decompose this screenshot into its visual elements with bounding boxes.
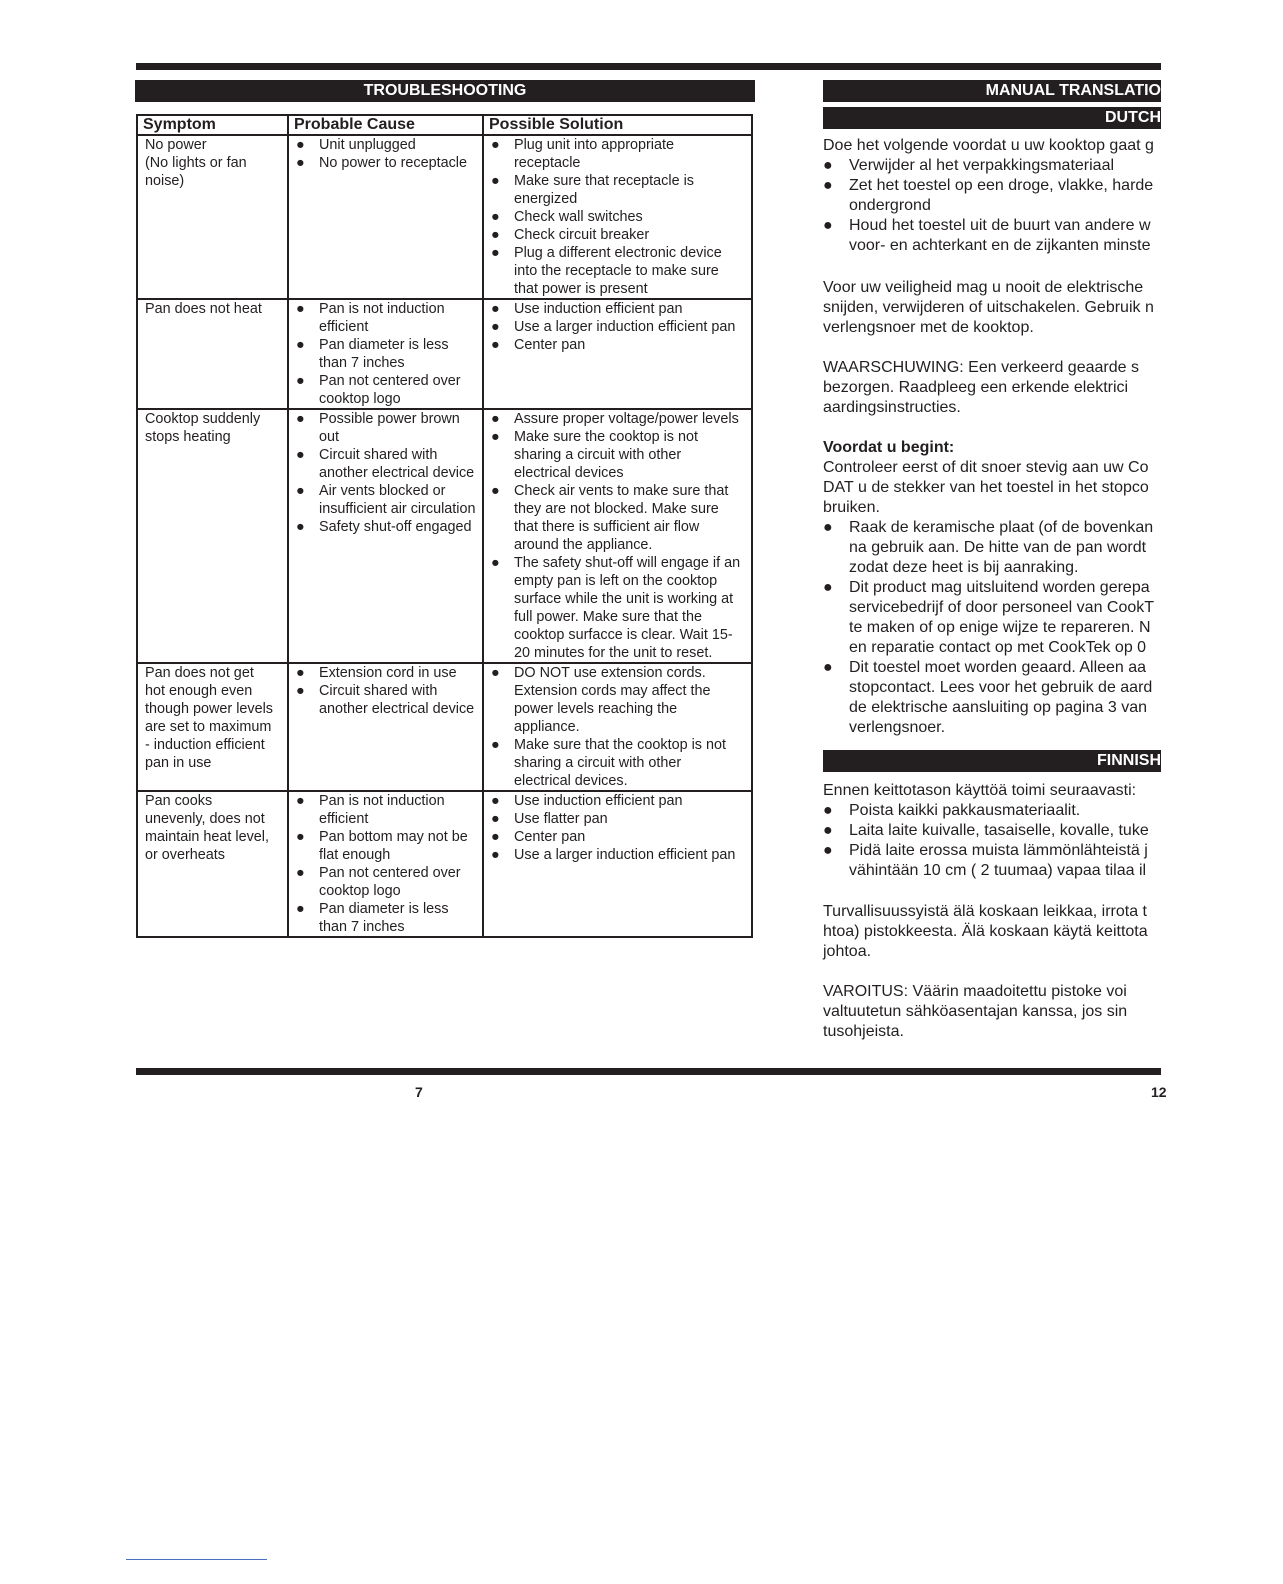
table-header-row bbox=[137, 115, 752, 135]
bullet-icon: ● bbox=[296, 373, 305, 389]
bullet-icon: ● bbox=[296, 901, 305, 917]
cause-item bbox=[296, 682, 482, 718]
dutch-section-title: DUTCH bbox=[823, 107, 1161, 129]
cause-item-text: Air vents blocked or bbox=[319, 483, 446, 499]
solution-list bbox=[491, 410, 751, 662]
finnish-intro: Ennen keittotason käyttöä toimi seuraavasti: bbox=[823, 782, 1137, 799]
solution-item bbox=[491, 792, 751, 810]
finnish-item-text: vähintään 10 cm ( 2 tuumaa) vapaa tilaa il bbox=[849, 862, 1147, 879]
solution-item bbox=[491, 208, 751, 226]
bullet-icon: ● bbox=[491, 555, 500, 571]
solution-item-text: power levels reaching the bbox=[514, 701, 678, 717]
dutch-before-item-text: zodat deze heet is bij aanraking. bbox=[849, 559, 1079, 576]
bullet-icon: ● bbox=[296, 155, 305, 171]
solution-item-text: Make sure that the cooktop is not bbox=[514, 737, 726, 753]
dutch-prep-item-text: ondergrond bbox=[849, 197, 931, 214]
solution-item-text: around the appliance. bbox=[514, 537, 653, 553]
solution-cell bbox=[483, 135, 752, 299]
dutch-prep-item-text: Verwijder al het verpakkingsmateriaal bbox=[849, 157, 1115, 174]
symptom-text: unevenly, does not bbox=[145, 811, 265, 827]
cause-item-text: Pan bottom may not be bbox=[319, 829, 468, 845]
bullet-icon: ● bbox=[823, 177, 833, 194]
finnish-prep bbox=[823, 781, 1283, 881]
cause-item bbox=[296, 828, 482, 864]
cause-item-text: Circuit shared with bbox=[319, 683, 438, 699]
symptom-text: maintain heat level, bbox=[145, 829, 269, 845]
bullet-icon: ● bbox=[491, 665, 500, 681]
cause-item bbox=[296, 372, 482, 408]
bullet-icon: ● bbox=[296, 665, 305, 681]
bullet-icon: ● bbox=[491, 137, 500, 153]
bullet-icon: ● bbox=[491, 173, 500, 189]
solution-item-text: appliance. bbox=[514, 719, 580, 735]
solution-item-text: Extension cords may affect the bbox=[514, 683, 711, 699]
cause-item-text: cooktop logo bbox=[319, 883, 401, 899]
bullet-icon: ● bbox=[296, 411, 305, 427]
bullet-icon: ● bbox=[491, 319, 500, 335]
solution-item bbox=[491, 410, 751, 428]
solution-item-text: electrical devices bbox=[514, 465, 624, 481]
bullet-icon: ● bbox=[823, 579, 833, 596]
cause-cell bbox=[288, 409, 483, 663]
troubleshooting-title: TROUBLESHOOTING bbox=[135, 80, 755, 102]
bottom-rule bbox=[136, 1068, 1161, 1075]
solution-item-text: sharing a circuit with other bbox=[514, 755, 682, 771]
solution-item bbox=[491, 300, 751, 318]
solution-item-text: into the receptacle to make sure bbox=[514, 263, 719, 279]
dutch-before-item-text: en reparatie contact op met CookTek op 0 bbox=[849, 639, 1147, 656]
dutch-before-item-text: Dit toestel moet worden geaard. Alleen aa bbox=[849, 659, 1147, 676]
header-symptom: Symptom bbox=[137, 115, 288, 135]
cause-item-text: Unit unplugged bbox=[319, 137, 416, 153]
solution-item bbox=[491, 318, 751, 336]
solution-item bbox=[491, 336, 751, 354]
cause-item bbox=[296, 446, 482, 482]
dutch-prep bbox=[823, 136, 1283, 256]
solution-item-text: Check wall switches bbox=[514, 209, 643, 225]
finnish-safety-line: Turvallisuussyistä älä koskaan leikkaa, irrota t bbox=[823, 903, 1147, 920]
cause-item-text: Pan is not induction bbox=[319, 301, 445, 317]
symptom-text: Pan does not get bbox=[145, 665, 254, 681]
table-row bbox=[137, 663, 752, 791]
solution-item bbox=[491, 172, 751, 208]
bullet-icon: ● bbox=[823, 802, 833, 819]
bullet-icon: ● bbox=[491, 227, 500, 243]
bullet-icon: ● bbox=[491, 847, 500, 863]
cause-item bbox=[296, 792, 482, 828]
solution-cell bbox=[483, 663, 752, 791]
solution-item-text: Use flatter pan bbox=[514, 811, 608, 827]
solution-item-text: Center pan bbox=[514, 337, 586, 353]
bullet-icon: ● bbox=[296, 829, 305, 845]
finnish-item-text: Poista kaikki pakkausmateriaalit. bbox=[849, 802, 1081, 819]
cause-item-text: Pan not centered over bbox=[319, 865, 461, 881]
cause-item-text: Circuit shared with bbox=[319, 447, 438, 463]
finnish-item-text: Laita laite kuivalle, tasaiselle, kovalle, tuke bbox=[849, 822, 1149, 839]
finnish-list bbox=[823, 801, 1283, 881]
dutch-safety bbox=[823, 278, 1283, 338]
solution-item-text: they are not blocked. Make sure bbox=[514, 501, 719, 517]
cause-item-text: Pan not centered over bbox=[319, 373, 461, 389]
solution-item-text: receptacle bbox=[514, 155, 581, 171]
bullet-icon: ● bbox=[823, 157, 833, 174]
solution-item-text: DO NOT use extension cords. bbox=[514, 665, 706, 681]
symptom-text: - induction efficient bbox=[145, 737, 265, 753]
symptom-text: or overheats bbox=[145, 847, 225, 863]
manual-translation-title: MANUAL TRANSLATIO bbox=[823, 80, 1161, 102]
dutch-before-item-text: verlengsnoer. bbox=[849, 719, 946, 736]
dutch-before-item-text: de elektrische aansluiting op pagina 3 van bbox=[849, 699, 1147, 716]
table-row bbox=[137, 791, 752, 937]
dutch-before-item bbox=[823, 518, 1283, 578]
dutch-before-item-text: Raak de keramische plaat (of de bovenkan bbox=[849, 519, 1154, 536]
bullet-icon: ● bbox=[491, 337, 500, 353]
cause-cell bbox=[288, 299, 483, 409]
symptom-text: No power bbox=[145, 137, 207, 153]
dutch-before-text bbox=[823, 458, 1283, 518]
cause-list bbox=[296, 300, 482, 408]
cause-item-text: another electrical device bbox=[319, 701, 475, 717]
symptom-cell bbox=[137, 299, 288, 409]
solution-item bbox=[491, 554, 751, 662]
solution-list bbox=[491, 136, 751, 298]
table-row bbox=[137, 135, 752, 299]
solution-list bbox=[491, 300, 751, 354]
cause-item-text: efficient bbox=[319, 811, 369, 827]
solution-item bbox=[491, 810, 751, 828]
dutch-safety-line: verlengsnoer met de kooktop. bbox=[823, 319, 1034, 336]
solution-item-text: 20 minutes for the unit to reset. bbox=[514, 645, 713, 661]
cause-item-text: insufficient air circulation bbox=[319, 501, 476, 517]
dutch-before-list bbox=[823, 518, 1283, 738]
bullet-icon: ● bbox=[491, 829, 500, 845]
bullet-icon: ● bbox=[296, 483, 305, 499]
dutch-before-item-text: te maken of op enige wijze te repareren. N bbox=[849, 619, 1151, 636]
bullet-icon: ● bbox=[296, 793, 305, 809]
symptom-cell bbox=[137, 135, 288, 299]
finnish-warning bbox=[823, 982, 1283, 1042]
dutch-before-item bbox=[823, 658, 1283, 738]
solution-list bbox=[491, 664, 751, 790]
solution-item-text: Make sure that receptacle is bbox=[514, 173, 694, 189]
solution-cell bbox=[483, 299, 752, 409]
solution-item bbox=[491, 136, 751, 172]
dutch-warning-line: bezorgen. Raadpleeg een erkende elektrici bbox=[823, 379, 1129, 396]
bullet-icon: ● bbox=[296, 337, 305, 353]
dutch-warning bbox=[823, 358, 1283, 418]
solution-item-text: that there is sufficient air flow bbox=[514, 519, 700, 535]
symptom-text: (No lights or fan bbox=[145, 155, 247, 171]
table-row bbox=[137, 409, 752, 663]
symptom-text: pan in use bbox=[145, 755, 212, 771]
symptom-text: Pan does not heat bbox=[145, 301, 262, 317]
dutch-before-item-text: servicebedrijf of door personeel van CookT bbox=[849, 599, 1155, 616]
symptom-text: though power levels bbox=[145, 701, 273, 717]
dutch-before-line: DAT u de stekker van het toestel in het stopco bbox=[823, 479, 1149, 496]
cause-item-text: flat enough bbox=[319, 847, 391, 863]
symptom-text: stops heating bbox=[145, 429, 231, 445]
cause-item-text: Extension cord in use bbox=[319, 665, 457, 681]
table-body bbox=[137, 135, 752, 937]
cause-item-text: than 7 inches bbox=[319, 355, 405, 371]
dutch-prep-item-text: voor- en achterkant en de zijkanten minste bbox=[849, 237, 1151, 254]
solution-cell bbox=[483, 791, 752, 937]
solution-item-text: that power is present bbox=[514, 281, 648, 297]
dutch-prep-item bbox=[823, 176, 1283, 216]
solution-item-text: energized bbox=[514, 191, 578, 207]
bullet-icon: ● bbox=[491, 483, 500, 499]
cause-item-text: Pan diameter is less bbox=[319, 337, 449, 353]
dutch-before-item-text: stopcontact. Lees voor het gebruik de aard bbox=[849, 679, 1153, 696]
cause-list bbox=[296, 136, 482, 172]
bullet-icon: ● bbox=[823, 842, 833, 859]
cause-item-text: another electrical device bbox=[319, 465, 475, 481]
symptom-text: noise) bbox=[145, 173, 185, 189]
bullet-icon: ● bbox=[823, 519, 833, 536]
finnish-item bbox=[823, 801, 1283, 821]
finnish-section-title: FINNISH bbox=[823, 750, 1161, 772]
cause-item bbox=[296, 518, 482, 536]
footer-link-line bbox=[126, 1559, 267, 1560]
solution-item-text: surface while the unit is working at bbox=[514, 591, 734, 607]
solution-item-text: Make sure the cooktop is not bbox=[514, 429, 698, 445]
cause-item bbox=[296, 136, 482, 154]
solution-item bbox=[491, 226, 751, 244]
cause-item-text: efficient bbox=[319, 319, 369, 335]
solution-item-text: Use induction efficient pan bbox=[514, 793, 683, 809]
cause-item bbox=[296, 300, 482, 336]
cause-item-text: Safety shut-off engaged bbox=[319, 519, 472, 535]
bullet-icon: ● bbox=[296, 137, 305, 153]
symptom-text: Pan cooks bbox=[145, 793, 213, 809]
bullet-icon: ● bbox=[823, 822, 833, 839]
cause-item bbox=[296, 482, 482, 518]
solution-item bbox=[491, 828, 751, 846]
solution-item-text: Check circuit breaker bbox=[514, 227, 650, 243]
cause-item bbox=[296, 336, 482, 372]
symptom-cell bbox=[137, 409, 288, 663]
troubleshooting-table bbox=[136, 114, 753, 938]
cause-item-text: No power to receptacle bbox=[319, 155, 467, 171]
dutch-prep-item-text: Houd het toestel uit de buurt van andere w bbox=[849, 217, 1151, 234]
cause-list bbox=[296, 792, 482, 936]
symptom-cell bbox=[137, 663, 288, 791]
cause-item-text: Pan is not induction bbox=[319, 793, 445, 809]
cause-item-text: cooktop logo bbox=[319, 391, 401, 407]
cause-item bbox=[296, 900, 482, 936]
cause-list bbox=[296, 664, 482, 718]
page-number-right: 12 bbox=[1151, 1084, 1167, 1100]
solution-item-text: empty pan is left on the cooktop bbox=[514, 573, 718, 589]
finnish-warning-line: valtuutetun sähköasentajan kanssa, jos sin bbox=[823, 1003, 1128, 1020]
dutch-warning-line: WAARSCHUWING: Een verkeerd geaarde s bbox=[823, 359, 1139, 376]
dutch-before-line: bruiken. bbox=[823, 499, 880, 516]
cause-item bbox=[296, 154, 482, 172]
dutch-before bbox=[823, 438, 1283, 738]
solution-item bbox=[491, 428, 751, 482]
bullet-icon: ● bbox=[296, 447, 305, 463]
cause-item-text: than 7 inches bbox=[319, 919, 405, 935]
bullet-icon: ● bbox=[491, 209, 500, 225]
symptom-cell bbox=[137, 791, 288, 937]
dutch-warning-line: aardingsinstructies. bbox=[823, 399, 961, 416]
header-probable-cause: Probable Cause bbox=[288, 115, 483, 135]
finnish-item bbox=[823, 841, 1283, 881]
solution-item bbox=[491, 736, 751, 790]
translation-column bbox=[823, 0, 1161, 1070]
dutch-prep-item-text: Zet het toestel op een droge, vlakke, harde bbox=[849, 177, 1154, 194]
dutch-prep-item bbox=[823, 216, 1283, 256]
solution-item-text: Use a larger induction efficient pan bbox=[514, 319, 736, 335]
bullet-icon: ● bbox=[491, 429, 500, 445]
bullet-icon: ● bbox=[823, 217, 833, 234]
solution-item-text: The safety shut-off will engage if an bbox=[514, 555, 741, 571]
finnish-warning-line: VAROITUS: Väärin maadoitettu pistoke voi bbox=[823, 983, 1127, 1000]
dutch-before-line: Controleer eerst of dit snoer stevig aan uw Co bbox=[823, 459, 1149, 476]
bullet-icon: ● bbox=[296, 683, 305, 699]
finnish-item bbox=[823, 821, 1283, 841]
solution-item-text: Assure proper voltage/power levels bbox=[514, 411, 739, 427]
dutch-before-item-text: na gebruik aan. De hitte van de pan wordt bbox=[849, 539, 1147, 556]
finnish-safety-line: johtoa. bbox=[823, 943, 872, 960]
dutch-safety-line: Voor uw veiligheid mag u nooit de elektrische bbox=[823, 279, 1144, 296]
solution-cell bbox=[483, 409, 752, 663]
symptom-text: Cooktop suddenly bbox=[145, 411, 261, 427]
solution-item bbox=[491, 244, 751, 298]
cause-cell bbox=[288, 663, 483, 791]
dutch-safety-line: snijden, verwijderen of uitschakelen. Gebruik n bbox=[823, 299, 1154, 316]
dutch-prep-list bbox=[823, 156, 1283, 256]
dutch-intro: Doe het volgende voordat u uw kooktop gaat g bbox=[823, 137, 1154, 154]
solution-item bbox=[491, 482, 751, 554]
table-row bbox=[137, 299, 752, 409]
page-number-left: 7 bbox=[415, 1084, 423, 1100]
cause-item bbox=[296, 864, 482, 900]
cause-item bbox=[296, 664, 482, 682]
bullet-icon: ● bbox=[296, 301, 305, 317]
cause-item-text: Pan diameter is less bbox=[319, 901, 449, 917]
solution-item-text: cooktop surfacce is clear. Wait 15- bbox=[514, 627, 733, 643]
bullet-icon: ● bbox=[823, 659, 833, 676]
dutch-before-title: Voordat u begint: bbox=[823, 439, 955, 456]
cause-list bbox=[296, 410, 482, 536]
bullet-icon: ● bbox=[491, 411, 500, 427]
cause-cell bbox=[288, 135, 483, 299]
bullet-icon: ● bbox=[296, 519, 305, 535]
cause-item-text: Possible power brown bbox=[319, 411, 460, 427]
solution-item-text: Check air vents to make sure that bbox=[514, 483, 729, 499]
bullet-icon: ● bbox=[491, 245, 500, 261]
cause-item bbox=[296, 410, 482, 446]
finnish-item-text: Pidä laite erossa muista lämmönlähteistä j bbox=[849, 842, 1148, 859]
solution-item-text: electrical devices. bbox=[514, 773, 628, 789]
cause-item-text: out bbox=[319, 429, 340, 445]
cause-cell bbox=[288, 791, 483, 937]
finnish-warning-line: tusohjeista. bbox=[823, 1023, 904, 1040]
solution-list bbox=[491, 792, 751, 864]
solution-item bbox=[491, 846, 751, 864]
solution-item-text: Center pan bbox=[514, 829, 586, 845]
dutch-prep-item bbox=[823, 156, 1283, 176]
dutch-before-item-text: Dit product mag uitsluitend worden gerepa bbox=[849, 579, 1150, 596]
solution-item-text: sharing a circuit with other bbox=[514, 447, 682, 463]
solution-item-text: Use induction efficient pan bbox=[514, 301, 683, 317]
header-possible-solution: Possible Solution bbox=[483, 115, 752, 135]
solution-item-text: Plug unit into appropriate bbox=[514, 137, 675, 153]
finnish-safety bbox=[823, 902, 1283, 962]
bullet-icon: ● bbox=[491, 301, 500, 317]
dutch-before-item bbox=[823, 578, 1283, 658]
bullet-icon: ● bbox=[491, 811, 500, 827]
finnish-safety-line: htoa) pistokkeesta. Älä koskaan käytä keittota bbox=[823, 923, 1148, 940]
symptom-text: hot enough even bbox=[145, 683, 253, 699]
solution-item-text: full power. Make sure that the bbox=[514, 609, 702, 625]
symptom-text: are set to maximum bbox=[145, 719, 272, 735]
bullet-icon: ● bbox=[491, 793, 500, 809]
bullet-icon: ● bbox=[296, 865, 305, 881]
solution-item bbox=[491, 664, 751, 736]
bullet-icon: ● bbox=[491, 737, 500, 753]
solution-item-text: Use a larger induction efficient pan bbox=[514, 847, 736, 863]
solution-item-text: Plug a different electronic device bbox=[514, 245, 722, 261]
